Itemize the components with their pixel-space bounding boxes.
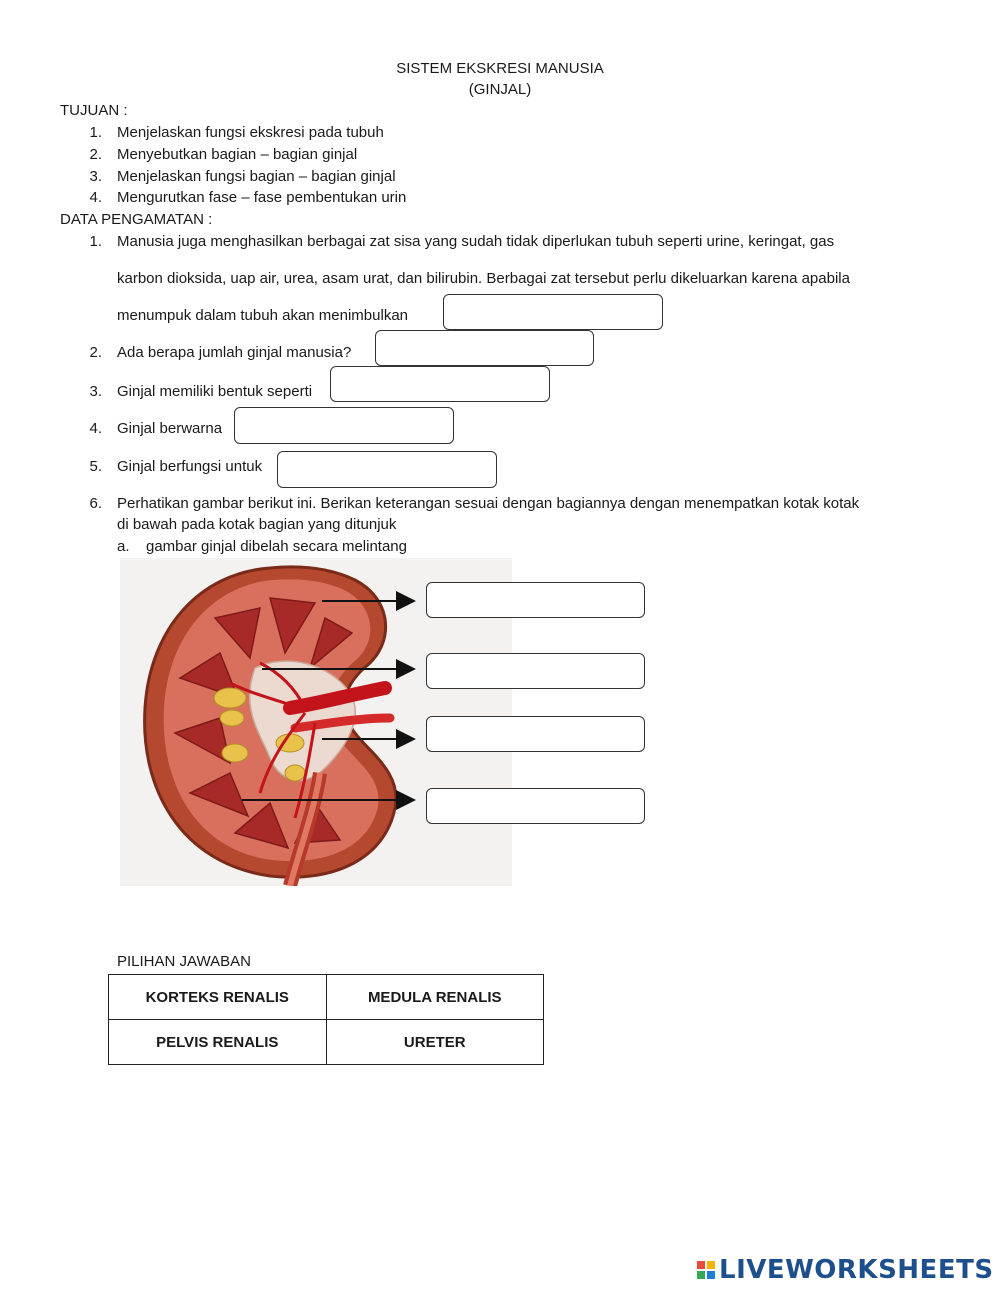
label-drop-box-4[interactable] — [426, 788, 645, 824]
tujuan-item-number: 3. — [89, 168, 102, 185]
tujuan-item-text: Menjelaskan fungsi ekskresi pada tubuh — [117, 124, 384, 141]
question-5-text: Ginjal berfungsi untuk — [117, 458, 263, 475]
label-drop-box-2[interactable] — [426, 653, 645, 689]
logo-text: LIVEWORKSHEETS — [719, 1255, 994, 1285]
question-2-text: Ada berapa jumlah ginjal manusia? — [117, 344, 352, 361]
table-row — [109, 975, 544, 1020]
liveworksheets-logo — [697, 1255, 994, 1285]
question-number: 4. — [89, 420, 102, 437]
table-row — [109, 1020, 544, 1065]
data-pengamatan-heading: DATA PENGAMATAN : — [60, 211, 213, 228]
tujuan-item-number: 1. — [89, 124, 102, 141]
answer-choices-table — [108, 974, 544, 1065]
label-drop-box-1[interactable] — [426, 582, 645, 618]
answer-box-q4[interactable] — [234, 407, 454, 444]
subitem-text: gambar ginjal dibelah secara melintang — [146, 538, 407, 555]
subitem-letter: a. — [117, 538, 130, 555]
page-subtitle: (GINJAL) — [468, 81, 532, 98]
logo-square — [697, 1261, 705, 1269]
answer-box-q5[interactable] — [277, 451, 497, 488]
answer-choice[interactable]: MEDULA RENALIS — [326, 975, 544, 1020]
tujuan-heading: TUJUAN : — [60, 102, 128, 119]
tujuan-item-number: 2. — [89, 146, 102, 163]
tujuan-item-text: Menjelaskan fungsi bagian – bagian ginjal — [117, 168, 396, 185]
pointer-arrows — [240, 585, 422, 815]
logo-square — [707, 1271, 715, 1279]
logo-mark-icon — [697, 1261, 715, 1279]
answer-box-q3[interactable] — [330, 366, 550, 402]
question-1-line-2: karbon dioksida, uap air, urea, asam urat, dan bilirubin. Berbagai zat tersebut perlu dikeluarkan karena apabila — [117, 270, 850, 287]
answer-box-q1[interactable] — [443, 294, 663, 330]
pilihan-heading: PILIHAN JAWABAN — [117, 953, 251, 970]
question-number: 6. — [89, 495, 102, 512]
question-6-line-1: Perhatikan gambar berikut ini. Berikan keterangan sesuai dengan bagiannya dengan menempatkan kotak kotak — [117, 495, 860, 512]
tujuan-item-text: Menyebutkan bagian – bagian ginjal — [117, 146, 358, 163]
page-title: SISTEM EKSKRESI MANUSIA — [396, 60, 604, 77]
question-number: 1. — [89, 233, 102, 250]
question-number: 2. — [89, 344, 102, 361]
answer-box-q2[interactable] — [375, 330, 594, 366]
question-1-line-1: Manusia juga menghasilkan berbagai zat sisa yang sudah tidak diperlukan tubuh seperti urine, keringat, gas — [117, 233, 835, 250]
question-4-text: Ginjal berwarna — [117, 420, 223, 437]
logo-square — [697, 1271, 705, 1279]
question-6-line-2: di bawah pada kotak bagian yang ditunjuk — [117, 516, 397, 533]
question-number: 3. — [89, 383, 102, 400]
question-3-text: Ginjal memiliki bentuk seperti — [117, 383, 313, 400]
answer-choice[interactable]: PELVIS RENALIS — [109, 1020, 327, 1065]
answer-choice[interactable]: KORTEKS RENALIS — [109, 975, 327, 1020]
question-number: 5. — [89, 458, 102, 475]
question-1-line-3: menumpuk dalam tubuh akan menimbulkan — [117, 307, 408, 324]
tujuan-item-text: Mengurutkan fase – fase pembentukan urin — [117, 189, 407, 206]
logo-square — [707, 1261, 715, 1269]
answer-choice[interactable]: URETER — [326, 1020, 544, 1065]
tujuan-item-number: 4. — [89, 189, 102, 206]
label-drop-box-3[interactable] — [426, 716, 645, 752]
